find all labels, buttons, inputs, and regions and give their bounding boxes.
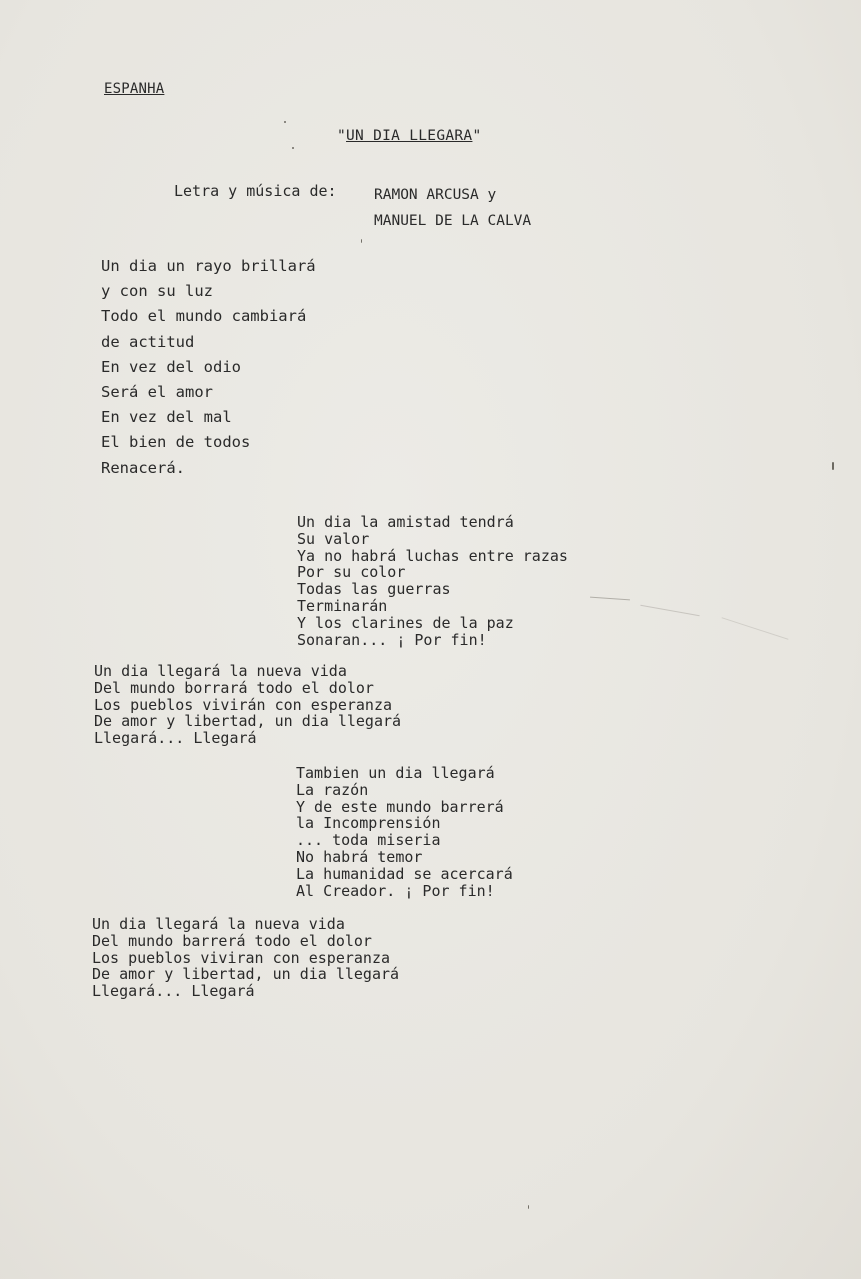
lyric-line: Y de este mundo barrerá [296,797,504,816]
lyric-line: La humanidad se acercará [296,864,513,883]
country-heading: ESPANHA [104,81,165,97]
lyric-line: De amor y libertad, un dia llegará [92,965,400,984]
lyric-line: Los pueblos vivirán con esperanza [94,695,393,714]
paper-speck [528,1205,529,1209]
lyric-line: Será el amor [101,382,213,401]
lyric-line: Un dia la amistad tendrá [297,513,514,531]
chorus-2 [92,917,399,1001]
lyric-line: Todas las guerras [297,580,451,599]
paper-speck [832,462,834,470]
lyric-line: Llegará... Llegará [94,729,257,748]
lyric-line: ... toda miseria [296,831,441,850]
lyric-line: Llegará... Llegará [92,982,255,1001]
lyric-line: La razón [296,780,369,799]
paper-speck [361,239,362,243]
lyric-line: la Incomprensión [296,814,441,833]
paper-smudge [640,605,699,616]
lyric-line: Terminarán [297,596,388,615]
lyric-line: Un dia llegará la nueva vida [94,662,347,680]
lyric-line: Sonaran... ¡ Por fin! [297,630,487,649]
lyric-line: De amor y libertad, un dia llegará [94,712,402,731]
verse-2 [297,515,568,649]
lyric-line: y con su luz [101,282,213,301]
paper-speck [284,121,286,123]
song-title-text: UN DIA LLEGARA [346,128,473,144]
lyric-line: En vez del odio [101,357,241,376]
lyric-line: Del mundo borrará todo el dolor [94,678,374,697]
author-line-1: RAMON ARCUSA y [374,187,497,203]
lyric-line: Por su color [297,563,406,582]
lyric-line: Un dia llegará la nueva vida [92,915,345,933]
lyric-line: En vez del mal [101,408,232,427]
chorus-1 [94,664,401,748]
lyric-line: Un dia un rayo brillará [101,257,316,275]
verse-3 [296,766,513,900]
author-line-2: MANUEL DE LA CALVA [374,213,532,229]
lyric-line: Del mundo barrerá todo el dolor [92,931,372,950]
paper-smudge [722,617,789,640]
lyric-line: Los pueblos viviran con esperanza [92,948,391,967]
lyric-line: El bien de todos [101,433,251,452]
lyric-line: Renacerá. [101,458,185,477]
verse-1 [101,259,316,486]
paper-speck [292,147,294,149]
lyric-line: Ya no habrá luchas entre razas [297,546,568,565]
paper-smudge [590,597,630,601]
lyric-line: de actitud [101,332,195,351]
lyric-line: Y los clarines de la paz [297,613,514,632]
credit-label: Letra y música de: [174,182,337,200]
lyric-line: Tambien un dia llegará [296,764,495,782]
lyric-line: Al Creador. ¡ Por fin! [296,881,495,900]
lyric-line: No habrá temor [296,847,423,866]
song-title: "UN DIA LLEGARA" [337,128,482,144]
lyric-line: Su valor [297,529,370,548]
lyric-line: Todo el mundo cambiará [101,307,307,326]
